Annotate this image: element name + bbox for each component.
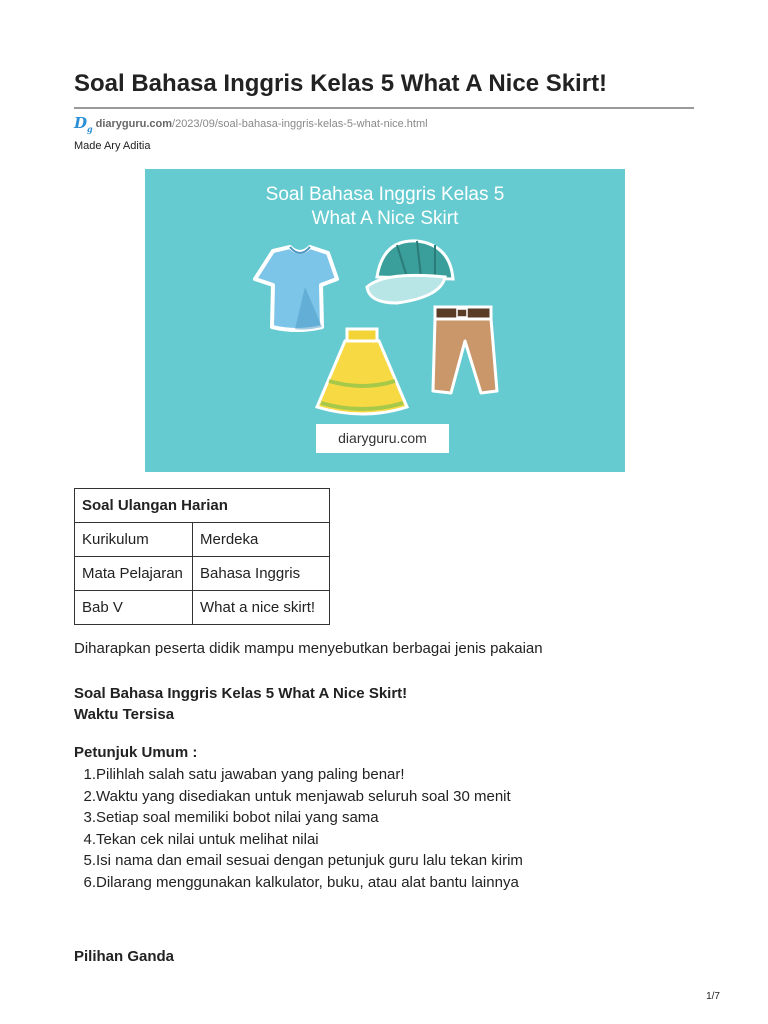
table-cell: Kurikulum <box>75 523 193 557</box>
instruction-text: Tekan cek nilai untuk melihat nilai <box>96 830 319 848</box>
instructions-heading: Petunjuk Umum : <box>74 744 198 761</box>
table-header: Soal Ulangan Harian <box>75 489 330 523</box>
cap-icon <box>367 241 453 303</box>
instruction-text: Setiap soal memiliki bobot nilai yang sama <box>96 809 379 827</box>
table-row <box>75 557 330 591</box>
instruction-text: Pilihlah salah satu jawaban yang paling benar! <box>96 766 405 783</box>
instruction-text: Waktu yang disediakan untuk menjawab seluruh soal 30 menit <box>96 787 511 805</box>
table-cell: Mata Pelajaran <box>75 557 193 591</box>
hero-image <box>145 169 625 472</box>
list-item: 5.Isi nama dan email sesuai dengan petunjuk guru lalu tekan kirim <box>83 852 523 870</box>
list-item: 1.Pilihlah salah satu jawaban yang paling benar! <box>83 766 405 783</box>
source-path[interactable]: /2023/09/soal-bahasa-inggris-kelas-5-what-nice.html <box>172 118 428 130</box>
table-row <box>75 591 330 625</box>
intro-text: Diharapkan peserta didik mampu menyebutkan berbagai jenis pakaian <box>74 640 543 657</box>
source-line <box>74 114 428 134</box>
pants-icon <box>433 307 497 393</box>
diaryguru-logo-icon: $D_g$ <box>74 114 93 134</box>
section-heading: Pilihan Ganda <box>74 948 175 965</box>
source-domain[interactable]: diaryguru.com <box>95 118 173 130</box>
hero-title-line2: What A Nice Skirt <box>311 208 459 229</box>
instructions-list <box>74 764 523 894</box>
table-cell: Bahasa Inggris <box>193 557 330 591</box>
page-number: 1/7 <box>706 991 720 1002</box>
table-row <box>75 523 330 557</box>
list-item: 2.Waktu yang disediakan untuk menjawab seluruh soal 30 menit <box>83 787 511 805</box>
table-cell: Bab V <box>75 591 193 625</box>
title-divider <box>74 107 694 109</box>
instruction-text: Dilarang menggunakan kalkulator, buku, atau alat bantu lainnya <box>96 873 519 891</box>
article-title: Soal Bahasa Inggris Kelas 5 What A Nice Skirt! <box>74 70 608 97</box>
list-item: 3.Setiap soal memiliki bobot nilai yang sama <box>83 809 379 827</box>
timer-label: Waktu Tersisa <box>74 706 175 723</box>
list-item: 4.Tekan cek nilai untuk melihat nilai <box>83 830 319 848</box>
table-cell: What a nice skirt! <box>193 591 330 625</box>
table-cell: Merdeka <box>193 523 330 557</box>
hero-badge: diaryguru.com <box>316 424 449 453</box>
quiz-title: Soal Bahasa Inggris Kelas 5 What A Nice Skirt! <box>74 685 408 702</box>
author-name: Made Ary Aditia <box>74 140 151 152</box>
instruction-text: Isi nama dan email sesuai dengan petunjuk guru lalu tekan kirim <box>96 852 523 870</box>
info-table <box>74 488 330 625</box>
skirt-icon <box>317 329 407 414</box>
hero-title-line1: Soal Bahasa Inggris Kelas 5 <box>265 184 505 205</box>
tshirt-icon <box>255 247 337 330</box>
table-row <box>75 489 330 523</box>
list-item: 6.Dilarang menggunakan kalkulator, buku, atau alat bantu lainnya <box>83 873 519 891</box>
